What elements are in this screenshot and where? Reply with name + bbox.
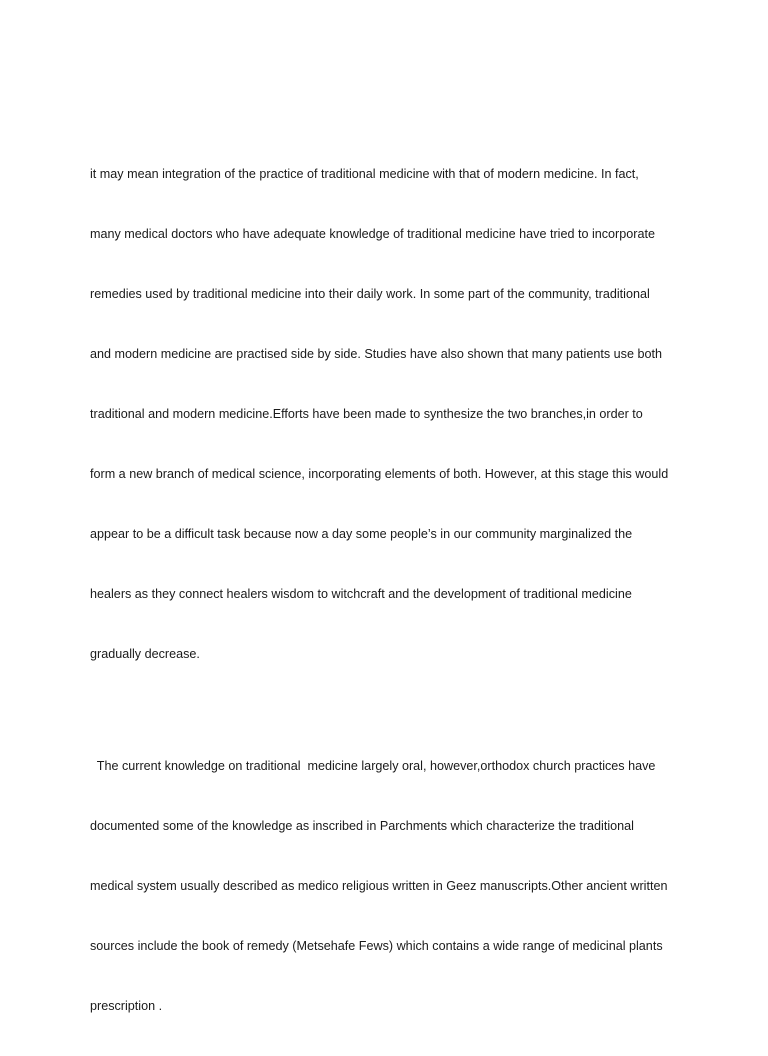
text-line: documented some of the knowledge as inscribed in Parchments which characterize the traditional — [90, 819, 634, 833]
text-line: healers as they connect healers wisdom to witchcraft and the development of traditional medicine — [90, 587, 632, 601]
text-line: traditional and modern medicine.Efforts have been made to synthesize the two branches,in order to — [90, 407, 643, 421]
text-line: The current knowledge on traditional medicine largely oral, however,orthodox church practices have — [90, 759, 656, 773]
text-line: appear to be a difficult task because now a day some people’s in our community marginalized the — [90, 527, 633, 541]
text-line: and modern medicine are practised side by side. Studies have also shown that many patients use both — [90, 347, 662, 361]
text-line: sources include the book of remedy (Metsehafe Fews) which contains a wide range of medicinal plants — [90, 939, 663, 953]
text-line: form a new branch of medical science, incorporating elements of both. However, at this stage this would — [90, 467, 669, 481]
text-line: prescription . — [90, 999, 163, 1013]
document-body — [90, 124, 690, 1056]
paragraph-2 — [90, 716, 690, 1056]
text-line: medical system usually described as medico religious written in Geez manuscripts.Other ancient written — [90, 879, 668, 893]
text-line: it may mean integration of the practice of traditional medicine with that of modern medicine. In fact, — [90, 167, 639, 181]
text-line: many medical doctors who have adequate knowledge of traditional medicine have tried to incorporate — [90, 227, 655, 241]
paragraph-1 — [90, 124, 690, 704]
text-line: gradually decrease. — [90, 647, 200, 661]
text-line: remedies used by traditional medicine into their daily work. In some part of the community, traditional — [90, 287, 650, 301]
